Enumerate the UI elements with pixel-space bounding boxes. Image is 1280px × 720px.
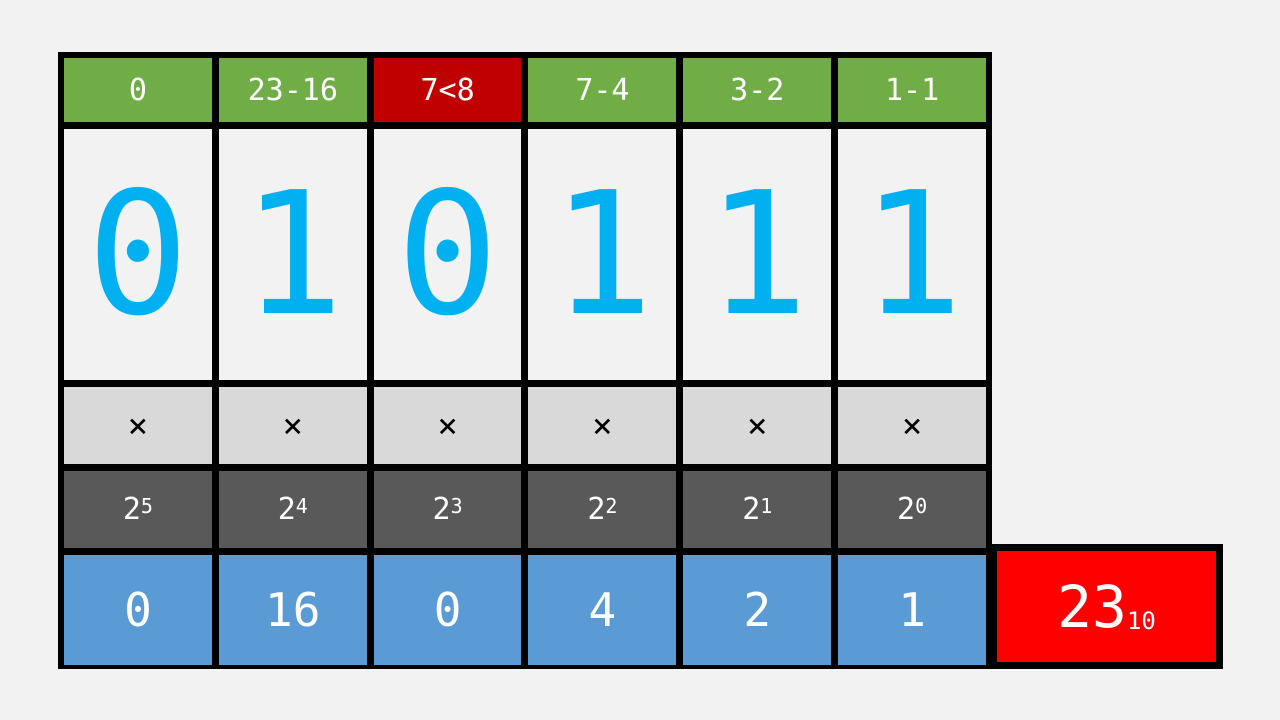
step-cell: 23-16	[219, 58, 367, 122]
multiply-sign: ×	[528, 387, 676, 464]
power-base: 2	[742, 492, 761, 527]
power-of-two	[219, 471, 367, 548]
product-value: 0	[64, 555, 212, 665]
result-box	[990, 544, 1223, 669]
result-number: 23	[1057, 572, 1127, 641]
power-base: 2	[897, 492, 916, 527]
step-cell: 1-1	[838, 58, 986, 122]
multiply-sign: ×	[683, 387, 831, 464]
power-of-two	[374, 471, 522, 548]
power-exponent: 5	[140, 493, 153, 518]
power-base: 2	[432, 492, 451, 527]
power-of-two	[683, 471, 831, 548]
result-value	[997, 551, 1216, 662]
bit-digit: 0	[64, 129, 212, 380]
power-base: 2	[277, 492, 296, 527]
product-value: 2	[683, 555, 831, 665]
bit-digit: 1	[838, 129, 986, 380]
product-value: 1	[838, 555, 986, 665]
power-exponent: 3	[450, 493, 463, 518]
power-base: 2	[122, 492, 141, 527]
bit-digit: 0	[374, 129, 522, 380]
power-of-two	[528, 471, 676, 548]
power-exponent: 4	[295, 493, 308, 518]
multiply-sign: ×	[374, 387, 522, 464]
power-of-two	[838, 471, 986, 548]
result-base: 10	[1126, 606, 1156, 635]
product-value: 16	[219, 555, 367, 665]
product-value: 4	[528, 555, 676, 665]
power-exponent: 0	[915, 493, 928, 518]
multiply-sign: ×	[64, 387, 212, 464]
step-cell: 7-4	[528, 58, 676, 122]
step-cell: 0	[64, 58, 212, 122]
step-cell-failed: 7<8	[374, 58, 522, 122]
conversion-table	[58, 52, 992, 669]
power-exponent: 1	[760, 493, 773, 518]
multiply-sign: ×	[219, 387, 367, 464]
power-exponent: 2	[605, 493, 618, 518]
product-value: 0	[374, 555, 522, 665]
bit-digit: 1	[528, 129, 676, 380]
step-cell: 3-2	[683, 58, 831, 122]
multiply-sign: ×	[838, 387, 986, 464]
bit-digit: 1	[683, 129, 831, 380]
bit-digit: 1	[219, 129, 367, 380]
power-base: 2	[587, 492, 606, 527]
power-of-two	[64, 471, 212, 548]
